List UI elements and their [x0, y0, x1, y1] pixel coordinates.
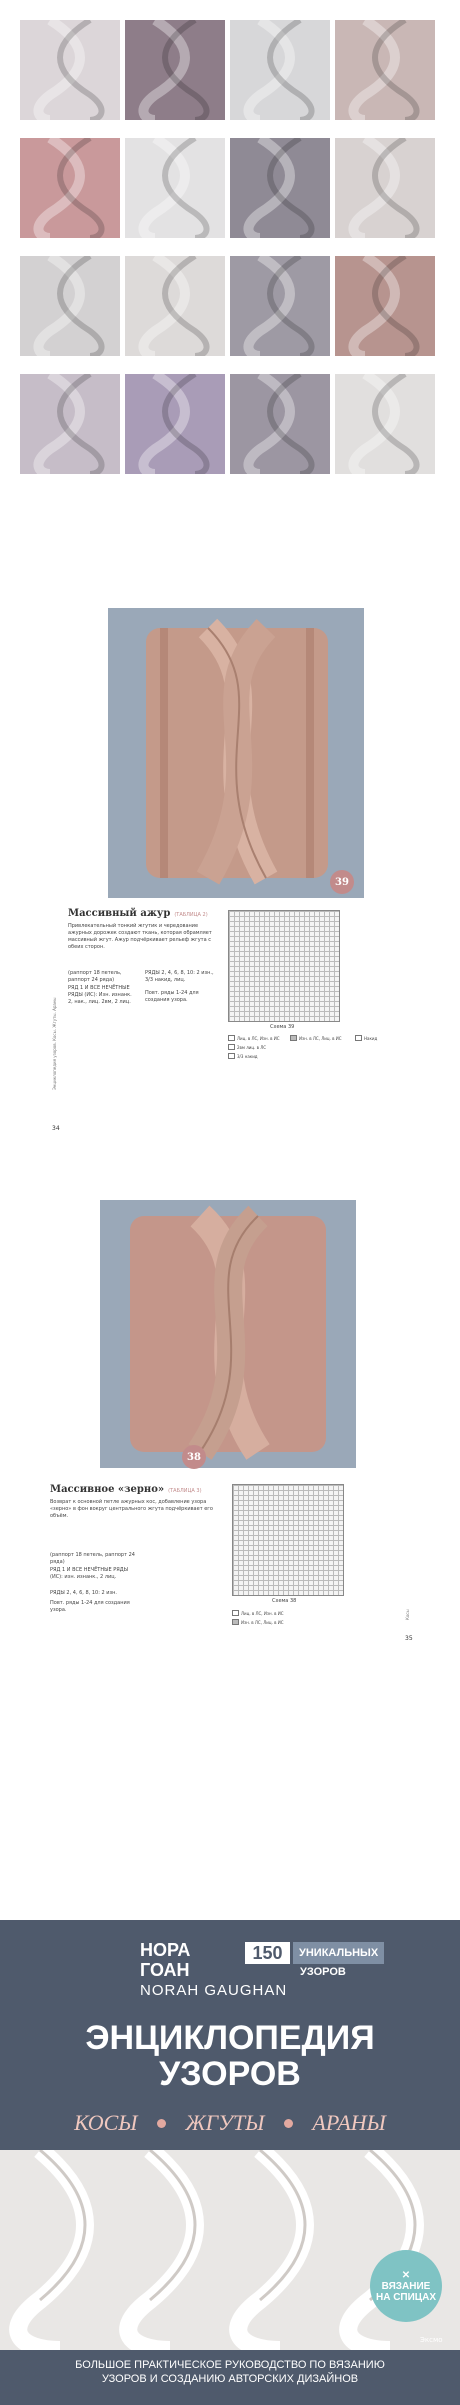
legend-item: Лиц. в ЛС, Изн. в ИС	[232, 1610, 284, 1616]
knit-swatch	[230, 374, 330, 474]
knit-swatch	[20, 138, 120, 238]
cover-tagline: БОЛЬШОЕ ПРАКТИЧЕСКОЕ РУКОВОДСТВО ПО ВЯЗАНИЮ УЗОРОВ И СОЗДАНИЮ АВТОРСКИХ ДИЗАЙНОВ	[75, 2359, 385, 2385]
knit-swatch	[335, 20, 435, 120]
chart-label: Схема 39	[270, 1024, 295, 1030]
cover-title: ЭНЦИКЛОПЕДИЯ УЗОРОВ	[85, 2019, 375, 2093]
book-page-right	[0, 1200, 460, 1720]
legend-item: 3/3 накид	[228, 1053, 258, 1059]
pattern-intro: Возврат к основной петле ажурных кос, добавление узора «зерно» в фон вокруг центрального жгута подчёркивает его объём.	[50, 1499, 213, 1519]
knit-swatch	[230, 256, 330, 356]
knitting-chart	[228, 910, 340, 1022]
legend-item: 2вм лиц. в ЛС	[228, 1044, 266, 1050]
pattern-count-badge: 150	[245, 1942, 290, 1964]
knit-swatch	[125, 374, 225, 474]
needles-icon: ✕	[401, 2269, 411, 2281]
knit-swatch	[230, 138, 330, 238]
swatch-grid	[0, 0, 460, 500]
knit-swatch	[335, 374, 435, 474]
page-number: 35	[405, 1635, 413, 1642]
knit-swatch	[125, 256, 225, 356]
publisher-logo: Эксмо	[420, 2336, 443, 2344]
knit-swatch-image	[108, 608, 364, 898]
pattern-rows-more: РЯДЫ 2, 4, 6, 8, 10: 2 изн.	[50, 1590, 118, 1596]
running-header: Косы	[405, 1609, 410, 1620]
pattern-rapport: (раппорт 18 петель, раппорт 24 ряда)	[50, 1552, 135, 1565]
book-page-left	[0, 580, 460, 1160]
knit-swatch	[20, 374, 120, 474]
pattern-rows: РЯД 1 И ВСЕ НЕЧЁТНЫЕ РЯДЫ (ИС): изн. изнанк., 2 лиц.	[50, 1567, 129, 1580]
count-text-2: УЗОРОВ	[300, 1966, 346, 1978]
pattern-title: Массивное «зерно» (ТАБЛИЦА 3)	[50, 1484, 202, 1495]
page-number: 34	[52, 1125, 60, 1132]
pattern-title: Массивный ажур (ТАБЛИЦА 2)	[68, 908, 208, 919]
count-text: УНИКАЛЬНЫХ	[293, 1942, 384, 1964]
pattern-rows-more: РЯДЫ 2, 4, 6, 8, 10: 2 изн., 3/3 накид, лиц.	[145, 970, 214, 983]
knitting-chart	[232, 1484, 344, 1596]
pattern-repeat: Повт. ряды 1-24 для создания узора.	[50, 1600, 130, 1613]
knit-swatch-image	[100, 1200, 356, 1468]
chart-label: Схема 38	[272, 1598, 297, 1604]
pattern-rapport: (раппорт 18 петель, раппорт 24 ряда)	[68, 970, 122, 983]
knit-swatch	[20, 20, 120, 120]
legend-item: Изн. в ЛС, Лиц. в ИС	[290, 1035, 342, 1041]
knit-swatch	[125, 20, 225, 120]
swatch-photo	[108, 608, 364, 898]
legend-item: Изн. в ЛС, Лиц. в ИС	[232, 1619, 284, 1625]
book-cover	[0, 1920, 460, 2405]
knit-swatch	[335, 138, 435, 238]
running-header: Энциклопедия узоров. Косы. Жгуты. Араны	[52, 997, 57, 1090]
knit-swatch	[230, 20, 330, 120]
pattern-number-badge: 38	[182, 1445, 206, 1469]
pattern-number-badge: 39	[330, 870, 354, 894]
author-latin: NORAH GAUGHAN	[140, 1982, 288, 1999]
knitting-needles-badge: ✕ ВЯЗАНИЕ НА СПИЦАХ	[370, 2250, 442, 2322]
pattern-rows: РЯД 1 И ВСЕ НЕЧЁТНЫЕ РЯДЫ (ИС): Изн. изнанк. 2, нак., лиц. 2вм, 2 лиц.	[68, 985, 132, 1005]
legend-item: Накид	[355, 1035, 377, 1041]
pattern-repeat: Повт. ряды 1-24 для создания узора.	[145, 990, 199, 1003]
cover-subtitle: КОСЫ ЖГУТЫ АРАНЫ	[74, 2110, 386, 2135]
knit-swatch	[125, 138, 225, 238]
legend-item: Лиц. в ЛС, Изн. в ИС	[228, 1035, 280, 1041]
knit-swatch	[20, 256, 120, 356]
knit-swatch	[335, 256, 435, 356]
cover-knit-texture	[0, 2150, 460, 2350]
author-name: НОРА ГОАН	[140, 1940, 191, 1980]
pattern-intro: Привлекательный тонкий жгутик и чередование ажурных дорожек создают ткань, которая обрамляет массивный жгут. Ажур подчёркивает рельеф жгута с обеих сторон.	[68, 923, 212, 950]
swatch-photo	[100, 1200, 356, 1468]
